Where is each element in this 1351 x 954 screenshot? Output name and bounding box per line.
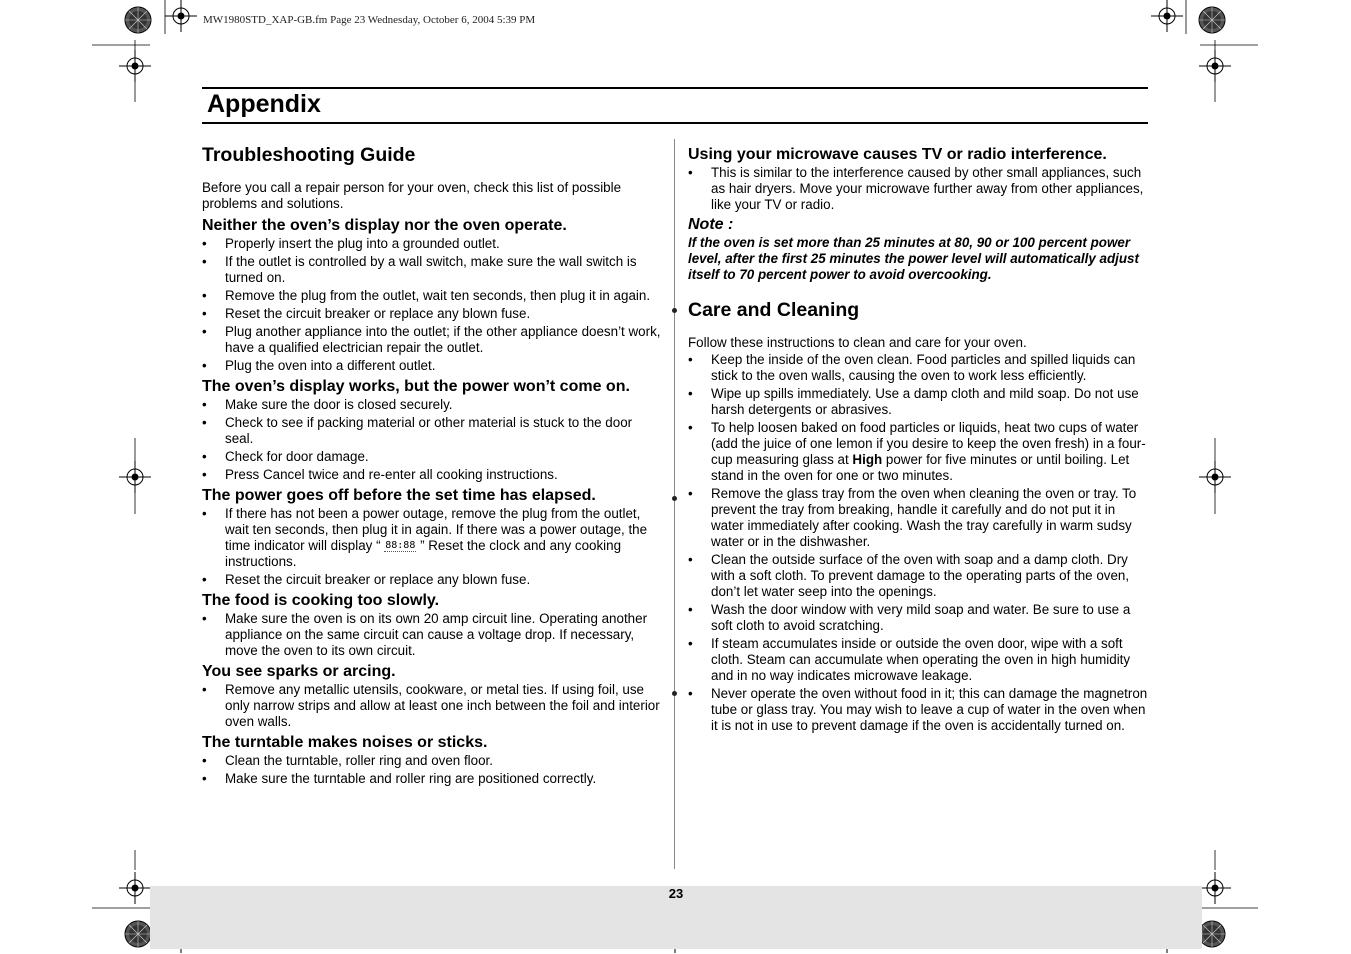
troubleshooting-column <box>202 142 662 789</box>
list-item: • Check for door damage. <box>202 449 369 464</box>
list-item: • Remove any metallic utensils, cookware, or metal ties. If using foil, use only narrow strips and allow at least one inch between the foil and interior oven walls. <box>202 682 660 729</box>
divider-dot <box>672 308 677 313</box>
list-item: • Wash the door window with very mild soap and water. Be sure to use a soft cloth to avoid scratching. <box>688 602 1131 633</box>
lcd-time-indicator-icon: 88:88 <box>385 539 416 551</box>
page-title: Appendix <box>207 90 321 118</box>
section-heading-sparks: You see sparks or arcing. <box>202 663 396 680</box>
section-heading-turntable: The turntable makes noises or sticks. <box>202 734 488 751</box>
list-item: • Make sure the turntable and roller ring are positioned correctly. <box>202 771 597 786</box>
care-intro: Follow these instructions to clean and care for your oven. <box>688 335 1027 350</box>
section-heading-power-off: The power goes off before the set time has elapsed. <box>202 487 596 504</box>
section-heading-slow-cooking: The food is cooking too slowly. <box>202 592 440 609</box>
list-item: • To help loosen baked on food particles or liquids, heat two cups of water (add the juice of one lemon if you desire to keep the oven fresh) in a four-cup measuring glass at High power for five minutes or until boiling. Let stand in the oven for one or two minutes. <box>688 420 1146 483</box>
section-heading-power: The oven’s display works, but the power won’t come on. <box>202 378 630 395</box>
list-item: • Clean the turntable, roller ring and oven floor. <box>202 753 493 768</box>
list-item: • Reset the circuit breaker or replace any blown fuse. <box>202 572 531 587</box>
list-item: • Keep the inside of the oven clean. Food particles and spilled liquids can stick to the oven walls, causing the oven to work less efficiently. <box>688 352 1136 383</box>
list-item: • Wipe up spills immediately. Use a damp cloth and mild soap. Do not use harsh detergents or abrasives. <box>688 386 1139 417</box>
troubleshooting-intro: Before you call a repair person for your oven, check this list of possible problems and solutions. <box>202 180 622 211</box>
interference-list <box>688 165 1150 213</box>
section-list-turntable <box>202 753 662 787</box>
list-item: • Check to see if packing material or other material is stuck to the door seal. <box>202 415 633 446</box>
title-top-rule <box>202 87 1148 89</box>
title-bottom-rule <box>202 122 1148 124</box>
file-header: MW1980STD_XAP-GB.fm Page 23 Wednesday, October 6, 2004 5:39 PM <box>203 14 536 26</box>
list-item: • Properly insert the plug into a grounded outlet. <box>202 236 500 251</box>
section-list-sparks <box>202 682 662 730</box>
care-column <box>688 144 1150 736</box>
section-list-power-off <box>202 506 662 588</box>
note-body: If the oven is set more than 25 minutes at 80, 90 or 100 percent power level, after the first 25 minutes the power level will automatically adjust itself to 70 percent power to avoid overcooking. <box>688 235 1139 282</box>
list-item: • This is similar to the interference caused by other small appliances, such as hair dryers. Move your microwave further away from other appliances, like your TV or radio. <box>688 165 1144 212</box>
list-item: • Plug another appliance into the outlet; if the other appliance doesn’t work, have a qualified electrician repair the outlet. <box>202 324 661 355</box>
interference-heading: Using your microwave causes TV or radio interference. <box>688 146 1107 163</box>
list-item: • Clean the outside surface of the oven with soap and a damp cloth. Dry with a soft cloth. To prevent damage to the operating parts of the oven, don’t let water seep into the openings. <box>688 552 1130 599</box>
section-list-display <box>202 236 662 374</box>
list-item: • Press Cancel twice and re-enter all cooking instructions. <box>202 467 558 482</box>
section-heading-display: Neither the oven’s display nor the oven operate. <box>202 217 567 234</box>
divider-dot <box>672 691 677 696</box>
list-item: • If the outlet is controlled by a wall switch, make sure the wall switch is turned on. <box>202 254 637 285</box>
care-list <box>688 352 1150 734</box>
list-item: • Plug the oven into a different outlet. <box>202 358 436 373</box>
list-item: • If there has not been a power outage, remove the plug from the outlet, wait ten seconds, then plug it in again. If there was a power outage, the time indicator will display “ 88:88 ” Reset the clock and any cooking instructions. <box>202 506 648 569</box>
divider-dot <box>672 496 677 501</box>
troubleshooting-heading: Troubleshooting Guide <box>202 144 416 166</box>
list-item: • Make sure the oven is on its own 20 amp circuit line. Operating another appliance on the same circuit can cause a voltage drop. If necessary, move the oven to its own circuit. <box>202 611 648 658</box>
section-list-power <box>202 397 662 483</box>
page-number: 23 <box>668 886 684 901</box>
list-item: • If steam accumulates inside or outside the oven door, wipe with a soft cloth. Steam can accumulate when operating the oven in high humidity and in no way indicates microwave leakage. <box>688 636 1131 683</box>
list-item: • Make sure the door is closed securely. <box>202 397 453 412</box>
list-item: • Remove the plug from the outlet, wait ten seconds, then plug it in again. <box>202 288 651 303</box>
list-item: • Never operate the oven without food in it; this can damage the magnetron tube or glass tray. You may wish to leave a cup of water in the oven when it is not in use to prevent damage if the oven is accidentally turned on. <box>688 686 1148 733</box>
care-heading: Care and Cleaning <box>688 299 860 321</box>
column-divider <box>674 139 675 869</box>
list-item: • Reset the circuit breaker or replace any blown fuse. <box>202 306 531 321</box>
section-list-slow-cooking <box>202 611 662 659</box>
list-item: • Remove the glass tray from the oven when cleaning the oven or tray. To prevent the tray from breaking, handle it carefully and do not put it in water immediately after cooking. Wash the tray carefully in warm sudsy water or in the dishwasher. <box>688 486 1137 549</box>
note-title: Note : <box>688 216 734 233</box>
